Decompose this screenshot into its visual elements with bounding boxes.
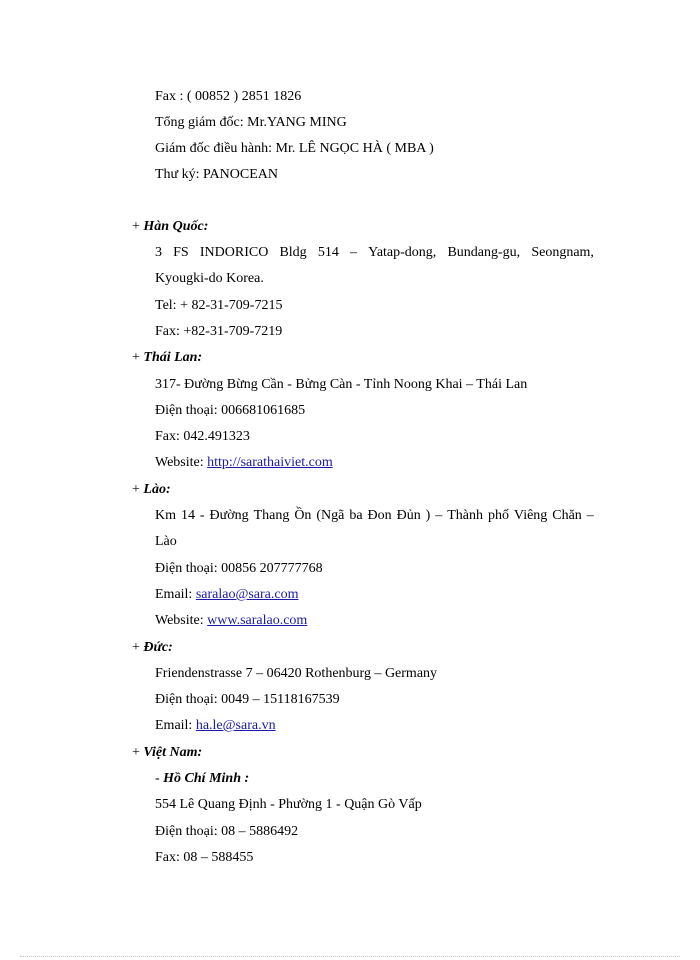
korea-address-word: Bundang-gu, — [447, 245, 521, 260]
thailand-heading-label: Thái Lan: — [143, 350, 203, 365]
laos-email-line — [155, 586, 299, 604]
laos-address-word: Ồn — [294, 508, 312, 523]
laos-address-word: Km — [155, 508, 176, 523]
vietnam-subheading — [155, 770, 249, 788]
thailand-website-line — [155, 454, 333, 472]
laos-website-label: Website: — [155, 613, 204, 628]
laos-address-word: Chăn — [552, 508, 582, 523]
page-bottom-divider — [20, 956, 680, 957]
laos-address-word: ba — [349, 508, 363, 523]
laos-heading-prefix: + — [132, 482, 140, 497]
germany-email-line — [155, 717, 276, 735]
korea-address-line2: Kyougki-do Korea. — [155, 271, 264, 286]
vietnam-heading-label: Việt Nam: — [143, 745, 203, 760]
korea-tel: Tel: + 82-31-709-7215 — [155, 298, 283, 313]
laos-website-link[interactable]: www.saralao.com — [207, 613, 308, 628]
laos-address-word: Thang — [253, 508, 290, 523]
thailand-website-link[interactable]: http://sarathaiviet.com — [207, 455, 333, 470]
thailand-fax: Fax: 042.491323 — [155, 429, 250, 444]
korea-address-line1 — [155, 244, 594, 262]
laos-address-word: ) — [425, 508, 431, 523]
laos-address-word: Đường — [209, 508, 249, 523]
laos-email-label: Email: — [155, 587, 193, 602]
vietnam-heading-prefix: + — [132, 745, 140, 760]
laos-address-word: – — [586, 508, 594, 523]
laos-address-word: Đủn — [396, 508, 421, 523]
vietnam-subheading-label: Hồ Chí Minh : — [163, 771, 250, 786]
thailand-website-label: Website: — [155, 455, 204, 470]
vietnam-phone: Điện thoại: 08 – 5886492 — [155, 824, 299, 839]
vietnam-subheading-prefix: - — [155, 771, 160, 786]
korea-address-word: Seongnam, — [531, 245, 594, 260]
laos-address-line2: Lào — [155, 534, 177, 549]
hk-secretary: Thư ký: PANOCEAN — [155, 167, 278, 182]
vietnam-heading — [132, 744, 202, 762]
germany-email-label: Email: — [155, 718, 193, 733]
laos-address-word: Viêng — [513, 508, 548, 523]
vietnam-fax: Fax: 08 – 588455 — [155, 850, 254, 865]
korea-address-word: Bldg — [279, 245, 307, 260]
laos-address-word: Đon — [367, 508, 392, 523]
laos-phone: Điện thoại: 00856 207777768 — [155, 561, 323, 576]
germany-heading-label: Đức: — [143, 640, 173, 655]
thailand-address: 317- Đường Bừng Cần - Bửng Càn - Tỉnh Noong Khai – Thái Lan — [155, 377, 528, 392]
thailand-heading — [132, 349, 202, 367]
laos-address-word: 14 — [180, 508, 195, 523]
laos-address-line1 — [155, 507, 594, 525]
laos-address-word: (Ngã — [316, 508, 345, 523]
vietnam-address: 554 Lê Quang Định - Phường 1 - Quận Gò Vấp — [155, 797, 422, 812]
hk-fax: Fax : ( 00852 ) 2851 1826 — [155, 89, 302, 104]
thailand-heading-prefix: + — [132, 350, 140, 365]
laos-website-line — [155, 612, 307, 630]
korea-heading-label: Hàn Quốc: — [143, 219, 209, 234]
korea-fax: Fax: +82-31-709-7219 — [155, 324, 283, 339]
laos-heading — [132, 481, 171, 499]
laos-address-word: Thành — [447, 508, 484, 523]
germany-phone: Điện thoại: 0049 – 15118167539 — [155, 692, 340, 707]
laos-email-link[interactable]: saralao@sara.com — [195, 587, 299, 602]
hk-general-director: Tổng giám đốc: Mr.YANG MING — [155, 115, 347, 130]
germany-heading-prefix: + — [132, 640, 140, 655]
laos-address-word: – — [435, 508, 443, 523]
thailand-phone: Điện thoại: 006681061685 — [155, 403, 306, 418]
korea-heading-prefix: + — [132, 219, 140, 234]
korea-address-word: Yatap-dong, — [368, 245, 437, 260]
germany-email-link[interactable]: ha.le@sara.vn — [195, 718, 276, 733]
laos-address-word: - — [199, 508, 205, 523]
korea-address-word: FS — [173, 245, 189, 260]
korea-address-word: INDORICO — [199, 245, 269, 260]
germany-address: Friendenstrasse 7 – 06420 Rothenburg – Germany — [155, 666, 438, 681]
korea-address-word: 3 — [155, 245, 162, 260]
laos-heading-label: Lào: — [143, 482, 171, 497]
korea-address-word: 514 — [317, 245, 339, 260]
korea-address-word: – — [349, 245, 357, 260]
korea-heading — [132, 218, 208, 236]
germany-heading — [132, 639, 173, 657]
hk-executive-director: Giám đốc điều hành: Mr. LÊ NGỌC HÀ ( MBA ) — [155, 141, 434, 156]
laos-address-word: phố — [487, 508, 509, 523]
